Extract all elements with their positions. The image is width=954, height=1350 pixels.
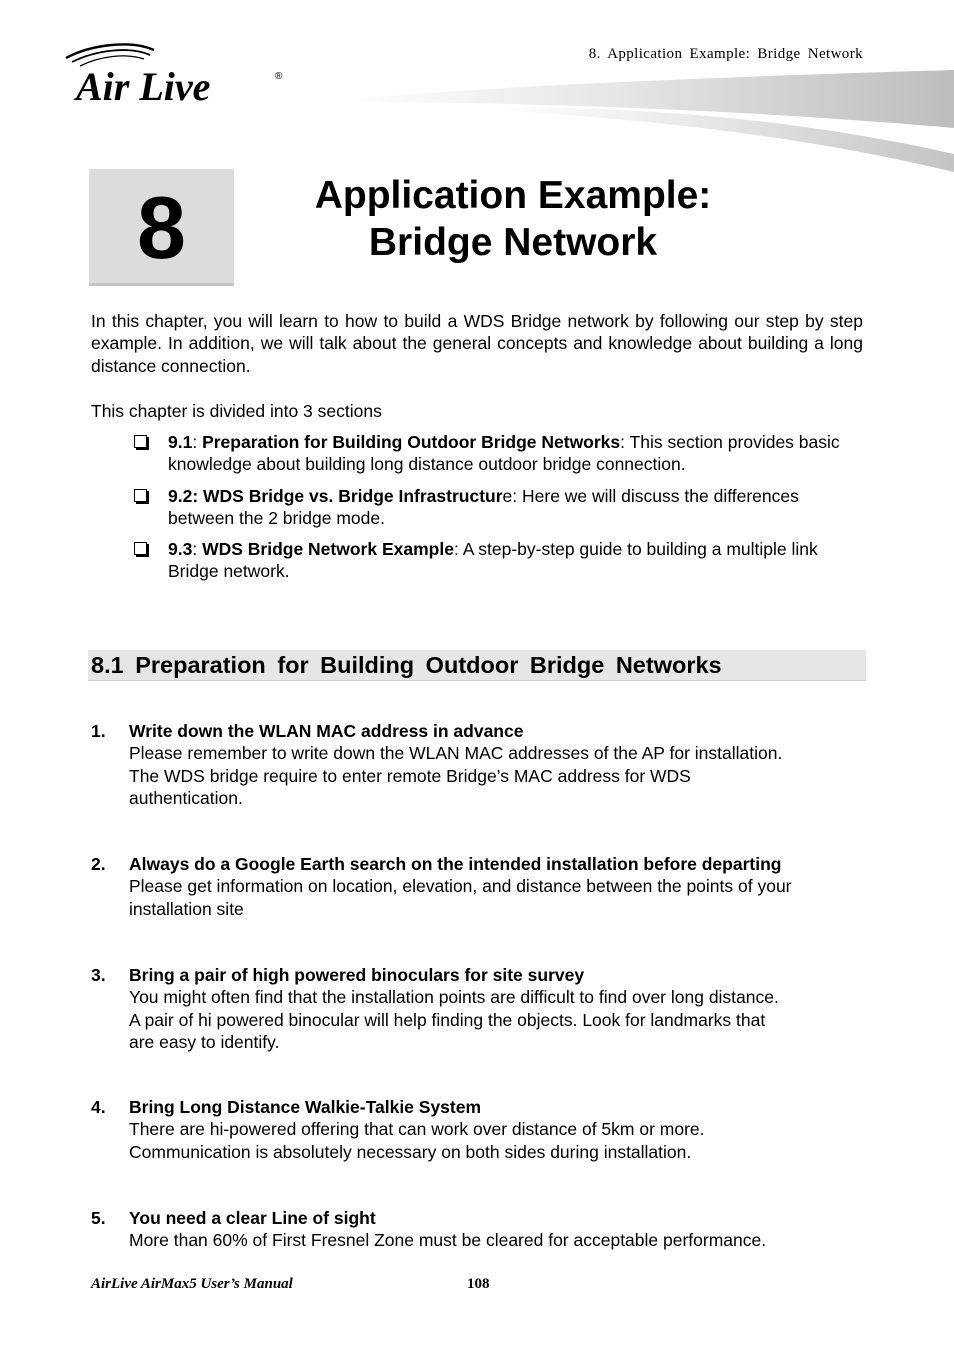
chapter-title-line2: Bridge Network — [368, 221, 658, 264]
item-line: There are hi-powered offering that can work over distance of 5km or more. — [129, 1119, 705, 1140]
numbered-item — [91, 853, 861, 920]
item-number: 4. — [91, 1097, 106, 1117]
item-line: A pair of hi powered binocular will help finding the objects. Look for landmarks that — [129, 1009, 766, 1030]
item-title: You need a clear Line of sight — [129, 1208, 376, 1228]
checkbox-bullet-icon — [134, 435, 147, 448]
item-title: Bring Long Distance Walkie-Talkie System — [129, 1097, 482, 1117]
section-description: : A step-by-step guide to building a multiple link Bridge network. — [168, 539, 818, 582]
item-title: Always do a Google Earth search on the intended installation before departing — [129, 854, 782, 874]
numbered-item — [91, 1207, 861, 1252]
intro-paragraph: In this chapter, you will learn to how to build a WDS Bridge network by following our step by step example. In addition, we will talk about the general concepts and knowledge about building a long distance connection. — [91, 311, 863, 376]
item-line: installation site — [129, 898, 244, 919]
sections-intro: This chapter is divided into 3 sections — [91, 401, 382, 421]
checkbox-bullet-icon — [134, 489, 147, 502]
section-list-item: 9.2: WDS Bridge vs. Bridge Infrastructure: Here we will discuss the differences between the 2 bridge mode. — [131, 485, 866, 530]
section-list-item: 9.3: WDS Bridge Network Example: A step-by-step guide to building a multiple link Bridge network. — [131, 538, 866, 583]
page-number: 108 — [467, 1276, 490, 1292]
airlive-logo — [62, 42, 292, 106]
numbered-item — [91, 720, 861, 809]
chapter-number-box — [89, 169, 234, 286]
chapter-number: 8 — [137, 178, 186, 277]
item-line: authentication. — [129, 787, 243, 808]
numbered-item — [91, 964, 861, 1053]
item-title: Bring a pair of high powered binoculars for site survey — [129, 965, 585, 985]
item-line: More than 60% of First Fresnel Zone must be cleared for acceptable performance. — [129, 1230, 767, 1251]
footer-manual-title: AirLive AirMax5 User’s Manual — [91, 1276, 293, 1292]
item-line: The WDS bridge require to enter remote Bridge’s MAC address for WDS — [129, 765, 691, 786]
checkbox-bullet-icon — [134, 542, 147, 555]
item-line: You might often find that the installation points are difficult to find over long distance. — [129, 987, 779, 1008]
item-title: Write down the WLAN MAC address in advance — [129, 721, 524, 741]
item-number: 1. — [91, 721, 106, 741]
numbered-item — [91, 1096, 861, 1163]
section-description: : This section provides basic knowledge about building long distance outdoor bridge connection. — [168, 432, 840, 475]
logo-text: Air Live — [76, 64, 211, 106]
section-heading-bar — [88, 650, 866, 681]
running-header-title: 8. Application Example: Bridge Network — [588, 46, 863, 62]
section-name: WDS Bridge Network Example — [202, 539, 454, 560]
header-swoosh-decoration — [340, 66, 954, 176]
registered-mark: ® — [275, 71, 283, 82]
chapter-title — [258, 172, 768, 266]
item-line: Please remember to write down the WLAN MAC addresses of the AP for installation. — [129, 743, 783, 764]
section-heading: 8.1 Preparation for Building Outdoor Bridge Networks — [91, 652, 722, 678]
section-list-item: 9.1: Preparation for Building Outdoor Bridge Networks: This section provides basic knowledge about building long distance outdoor bridge connection. — [131, 431, 866, 476]
chapter-title-line1: Application Example: — [314, 174, 712, 217]
item-number: 5. — [91, 1208, 106, 1228]
section-id: 9.2: — [168, 485, 204, 506]
item-line: Communication is absolutely necessary on both sides during installation. — [129, 1141, 692, 1162]
section-id: 9.1 — [168, 432, 193, 452]
section-description: : Here we will discuss the differences between the 2 bridge mode. — [168, 485, 799, 528]
item-number: 3. — [91, 965, 106, 985]
section-id: 9.3 — [168, 539, 193, 560]
item-line: are easy to identify. — [129, 1031, 280, 1052]
item-number: 2. — [91, 854, 106, 874]
section-name: WDS Bridge vs. Bridge Infrastructur — [203, 485, 503, 506]
item-line: Please get information on location, elevation, and distance between the points of your — [129, 876, 792, 897]
section-name: Preparation for Building Outdoor Bridge Networks — [202, 432, 621, 452]
section-list — [131, 431, 866, 592]
